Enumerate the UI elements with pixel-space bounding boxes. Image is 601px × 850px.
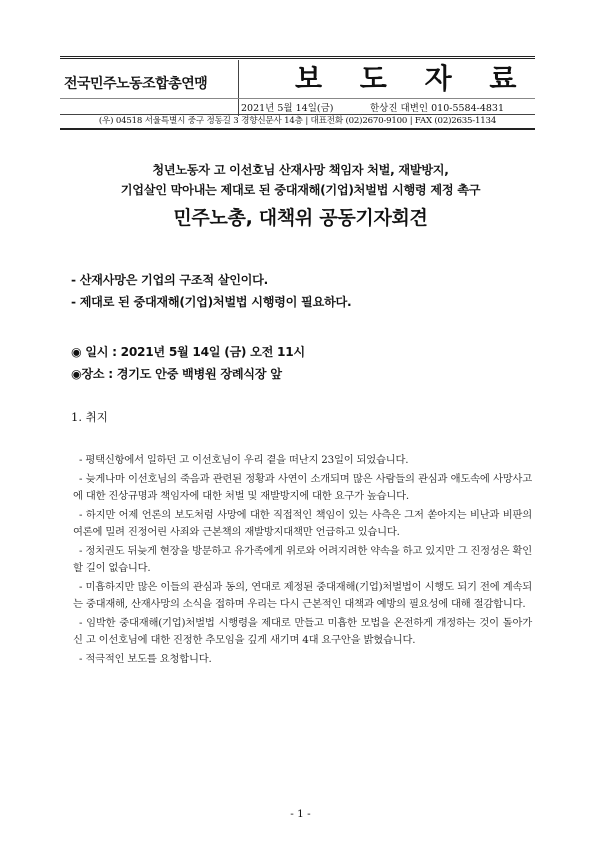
page-title: 민주노총, 대책위 공동기자회견 — [173, 207, 428, 229]
subtitle-line-1: 청년노동자 고 이선호님 산재사망 책임자 처벌, 재발방지, — [152, 163, 449, 177]
subtitle-line-2: 기업살인 막아내는 제대로 된 중대재해(기업)처벌법 시행령 제정 촉구 — [120, 183, 481, 197]
press-release-header — [60, 56, 535, 128]
address-line: (우) 04518 서울특별시 중구 정동길 3 경향신문사 14층 | 대표전화 (02)2670-9100 | FAX (02)2635-1134 — [60, 114, 535, 130]
section-heading: 1. 취지 — [71, 410, 108, 424]
schedule-when: ◉ 일시 : 2021년 5월 14일 (금) 오전 11시 — [71, 345, 305, 359]
header-meta-row — [60, 98, 535, 115]
paragraph: - 하지만 어제 언론의 보도처럼 사망에 대한 직접적인 책임이 있는 사측은 그저 쏟아지는 비난과 비판의 여론에 밀려 진정어린 사죄와 근본책의 재발방지대책만 언급하고 있습니다. — [73, 509, 532, 538]
paragraph: - 적극적인 보도를 요청합니다. — [79, 653, 212, 665]
body-text — [73, 452, 532, 670]
page-number: - 1 - — [290, 808, 311, 820]
paragraph: - 정치권도 뒤늦게 현장을 방문하고 유가족에게 위로와 어려지려한 약속을 하고 있지만 그 진정성은 확인할 길이 없습니다. — [73, 545, 532, 574]
paragraph: - 늦게나마 이선호님의 죽음과 관련된 정황과 사연이 소개되며 많은 사람들의 관심과 애도속에 사망사고에 대한 진상규명과 책임자에 대한 처벌 및 재발방지에 대한 요구가 높습니다. — [73, 473, 532, 502]
key-point-1: - 산재사망은 기업의 구조적 살인이다. — [71, 273, 268, 287]
paragraph: - 평택신항에서 일하던 고 이선호님이 우리 곁을 떠난지 23일이 되었습니다. — [79, 454, 409, 466]
release-date: 2021년 5월 14일(금) — [241, 103, 334, 114]
press-release-label: 보 도 자 료 — [295, 62, 531, 95]
paragraph: - 미흡하지만 많은 이들의 관심과 동의, 연대로 제정된 중대재해(기업)처벌법이 시행도 되기 전에 계속되는 중대재해, 산재사망의 소식을 접하며 우리는 다시 근본적인 대책과 예방의 필요성에 대해 절감합니다. — [73, 581, 532, 610]
schedule-where: ◉장소 : 경기도 안중 백병원 장례식장 앞 — [71, 367, 282, 381]
header-top-row — [60, 56, 535, 101]
org-name: 전국민주노동조합총연맹 — [64, 76, 208, 92]
key-point-2: - 제대로 된 중대재해(기업)처벌법 시행령이 필요하다. — [71, 295, 352, 309]
contact-info: 한상진 대변인 010-5584-4831 — [370, 103, 505, 114]
paragraph: - 임박한 중대재해(기업)처벌법 시행령을 제대로 만들고 미흡한 모법을 온전하게 개정하는 것이 돌아가신 고 이선호님에 대한 진정한 추모임을 깊게 새기며 4대 요구안을 밝혔습니다. — [73, 617, 532, 646]
